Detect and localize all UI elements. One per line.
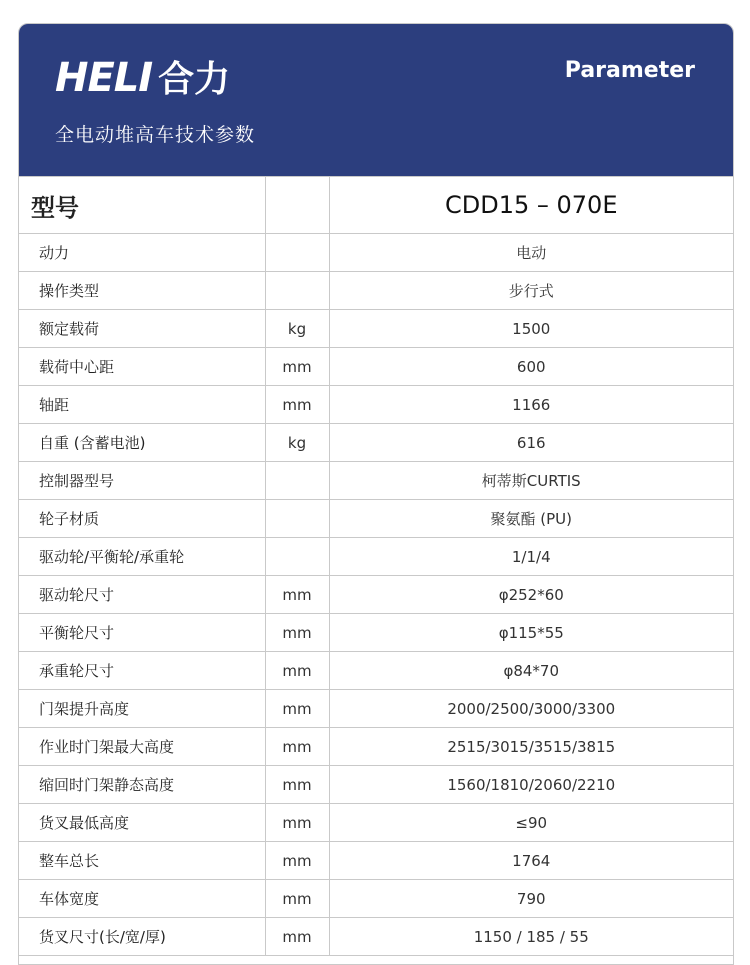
table-row bbox=[19, 500, 733, 538]
spec-name: 自重 (含蓄电池) bbox=[19, 424, 265, 462]
spec-unit: mm bbox=[265, 348, 329, 386]
table-row bbox=[19, 538, 733, 576]
parameter-label: Parameter bbox=[564, 58, 695, 83]
spec-value: 步行式 bbox=[329, 272, 733, 310]
spec-name: 载荷中心距 bbox=[19, 348, 265, 386]
table-row bbox=[19, 348, 733, 386]
spec-value: 2000/2500/3000/3300 bbox=[329, 690, 733, 728]
spec-unit: mm bbox=[265, 614, 329, 652]
spec-unit: mm bbox=[265, 652, 329, 690]
table-row bbox=[19, 424, 733, 462]
spec-name: 控制器型号 bbox=[19, 462, 265, 500]
spec-value: 1166 bbox=[329, 386, 733, 424]
table-row bbox=[19, 918, 733, 956]
logo-cn: 合力 bbox=[158, 59, 231, 100]
table-row bbox=[19, 462, 733, 500]
spec-name: 额定载荷 bbox=[19, 310, 265, 348]
spec-name: 平衡轮尺寸 bbox=[19, 614, 265, 652]
header-banner bbox=[19, 24, 733, 176]
spec-value: 聚氨酯 (PU) bbox=[329, 500, 733, 538]
table-row bbox=[19, 234, 733, 272]
table-row bbox=[19, 804, 733, 842]
spec-name: 驱动轮尺寸 bbox=[19, 576, 265, 614]
spec-unit: mm bbox=[265, 576, 329, 614]
spec-unit: mm bbox=[265, 880, 329, 918]
table-row bbox=[19, 272, 733, 310]
page-subtitle: 全电动堆高车技术参数 bbox=[55, 124, 256, 146]
spec-unit bbox=[265, 234, 329, 272]
spec-value: ≤90 bbox=[329, 804, 733, 842]
spec-name: 轮子材质 bbox=[19, 500, 265, 538]
spec-name: 货叉最低高度 bbox=[19, 804, 265, 842]
spec-value: 1500 bbox=[329, 310, 733, 348]
table-row bbox=[19, 690, 733, 728]
spec-name: 车体宽度 bbox=[19, 880, 265, 918]
spec-name: 货叉尺寸(长/宽/厚) bbox=[19, 918, 265, 956]
spec-value: 电动 bbox=[329, 234, 733, 272]
table-row bbox=[19, 842, 733, 880]
spec-value: 790 bbox=[329, 880, 733, 918]
spec-value: 2515/3015/3515/3815 bbox=[329, 728, 733, 766]
spec-value: 600 bbox=[329, 348, 733, 386]
spec-unit: kg bbox=[265, 424, 329, 462]
table-row bbox=[19, 728, 733, 766]
spec-unit: mm bbox=[265, 690, 329, 728]
spec-unit: mm bbox=[265, 728, 329, 766]
table-row bbox=[19, 880, 733, 918]
table-row bbox=[19, 652, 733, 690]
spec-unit bbox=[265, 462, 329, 500]
spec-value: 1764 bbox=[329, 842, 733, 880]
table-row bbox=[19, 310, 733, 348]
spec-value: φ84*70 bbox=[329, 652, 733, 690]
spec-unit: mm bbox=[265, 386, 329, 424]
spec-name: 缩回时门架静态高度 bbox=[19, 766, 265, 804]
model-row bbox=[19, 177, 733, 234]
spec-name: 作业时门架最大高度 bbox=[19, 728, 265, 766]
table-row bbox=[19, 386, 733, 424]
spec-value: 1560/1810/2060/2210 bbox=[329, 766, 733, 804]
spec-unit bbox=[265, 538, 329, 576]
spec-value: 柯蒂斯CURTIS bbox=[329, 462, 733, 500]
spec-name: 承重轮尺寸 bbox=[19, 652, 265, 690]
spec-name: 驱动轮/平衡轮/承重轮 bbox=[19, 538, 265, 576]
spec-value: 1150 / 185 / 55 bbox=[329, 918, 733, 956]
logo-text: HELI bbox=[55, 55, 153, 101]
spec-value: 616 bbox=[329, 424, 733, 462]
spec-name: 动力 bbox=[19, 234, 265, 272]
spec-name: 轴距 bbox=[19, 386, 265, 424]
spec-unit bbox=[265, 500, 329, 538]
table-row bbox=[19, 576, 733, 614]
spec-unit bbox=[265, 272, 329, 310]
model-unit bbox=[265, 177, 329, 234]
spec-unit: mm bbox=[265, 804, 329, 842]
spec-value: φ115*55 bbox=[329, 614, 733, 652]
spec-unit: mm bbox=[265, 918, 329, 956]
model-value: CDD15 – 070E bbox=[329, 177, 733, 234]
spec-unit: mm bbox=[265, 842, 329, 880]
table-row bbox=[19, 766, 733, 804]
spec-value: φ252*60 bbox=[329, 576, 733, 614]
model-label: 型号 bbox=[19, 177, 265, 234]
spec-name: 门架提升高度 bbox=[19, 690, 265, 728]
spec-name: 整车总长 bbox=[19, 842, 265, 880]
spec-value: 1/1/4 bbox=[329, 538, 733, 576]
spec-unit: mm bbox=[265, 766, 329, 804]
heli-logo bbox=[55, 55, 231, 101]
spec-table bbox=[19, 176, 733, 956]
table-row bbox=[19, 614, 733, 652]
spec-name: 操作类型 bbox=[19, 272, 265, 310]
spec-card bbox=[18, 23, 734, 965]
spec-unit: kg bbox=[265, 310, 329, 348]
